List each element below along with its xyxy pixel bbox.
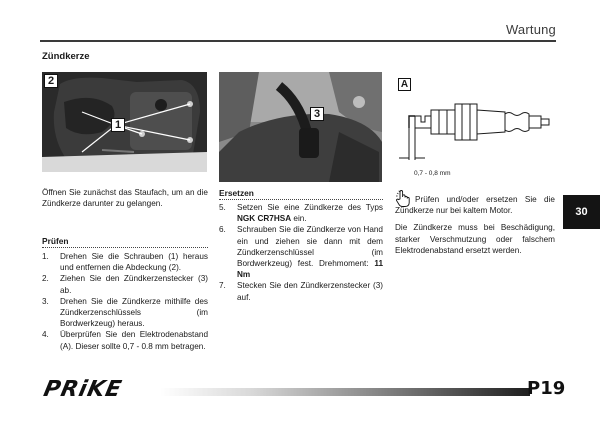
ersetzen-step <box>219 202 383 224</box>
step-text: Schrauben Sie die Zündkerze von Hand ein und ziehen sie dann mit dem Zündkerzenschlüssel (im Bordwerkzeug) fest. Drehmoment: <box>237 225 383 269</box>
page-number: P19 <box>527 378 566 399</box>
step-text: Drehen Sie die Schrauben (1) heraus und entfernen die Abdeckung (2). <box>60 252 208 273</box>
section-title: Zündkerze <box>42 51 90 62</box>
callout-a: A <box>398 78 411 91</box>
step-number: 7. <box>219 281 226 291</box>
note-text: Prüfen und/oder ersetzen Sie die Zündkerze nur bei kaltem Motor. <box>395 195 555 216</box>
step-text-end: ein. <box>291 214 307 224</box>
callout-1: 1 <box>111 118 125 132</box>
pruefen-step <box>42 329 208 351</box>
pruefen-step <box>42 251 208 273</box>
callout-3: 3 <box>310 107 324 121</box>
callout-2: 2 <box>44 74 58 88</box>
ersetzen-step <box>219 224 383 280</box>
pruefen-steps <box>42 251 208 352</box>
step-number: 4. <box>42 330 49 340</box>
ersetzen-heading-rule <box>219 199 383 200</box>
note-block <box>395 190 555 255</box>
pruefen-step <box>42 273 208 295</box>
step-text: Ziehen Sie den Zündkerzenstecker (3) ab. <box>60 274 208 295</box>
header-title: Wartung <box>505 22 556 37</box>
step-text: Überprüfen Sie den Elektrodenabstand (A). Dieser sollte 0,7 - 0.8 mm betragen. <box>60 330 208 351</box>
ersetzen-steps <box>219 202 383 303</box>
ersetzen-step <box>219 280 383 302</box>
ersetzen-heading: Ersetzen <box>219 188 254 198</box>
pruefen-heading: Prüfen <box>42 236 69 246</box>
spark-plug-type: NGK CR7HSA <box>237 214 292 224</box>
step-number: 1. <box>42 252 49 261</box>
electrode-gap-label: 0,7 - 0,8 mm <box>414 170 451 177</box>
torque-value: 11 Nm <box>237 259 383 280</box>
step-number: 5. <box>219 203 226 212</box>
pruefen-step <box>42 296 208 330</box>
intro-paragraph: Öffnen Sie zunächst das Staufach, um an die Zündkerze darunter zu gelangen. <box>42 188 208 209</box>
spark-plug-diagram <box>395 72 560 184</box>
step-text: Stecken Sie den Zündkerzenstecker (3) auf. <box>237 281 383 302</box>
footer-gradient-bar <box>160 388 530 396</box>
chapter-tab: 30 <box>563 195 600 229</box>
note-paragraph: Die Zündkerze muss bei Beschädigung, starker Verschmutzung oder falschem Elektrodenabstand ersetzt werden. <box>395 223 555 255</box>
step-number: 2. <box>42 274 49 284</box>
header-rule <box>40 40 556 42</box>
step-text: Setzen Sie eine Zündkerze des Typs <box>237 203 383 212</box>
pruefen-heading-rule <box>42 247 208 248</box>
step-number: 6. <box>219 225 226 235</box>
photo-spark-plug-connector <box>219 72 382 182</box>
footer-logo: PRiKE <box>41 377 125 402</box>
step-number: 3. <box>42 296 49 306</box>
step-text: Drehen Sie die Zündkerze mithilfe des Zündkerzenschlüssels (im Bordwerkzeug) heraus. <box>60 296 208 329</box>
